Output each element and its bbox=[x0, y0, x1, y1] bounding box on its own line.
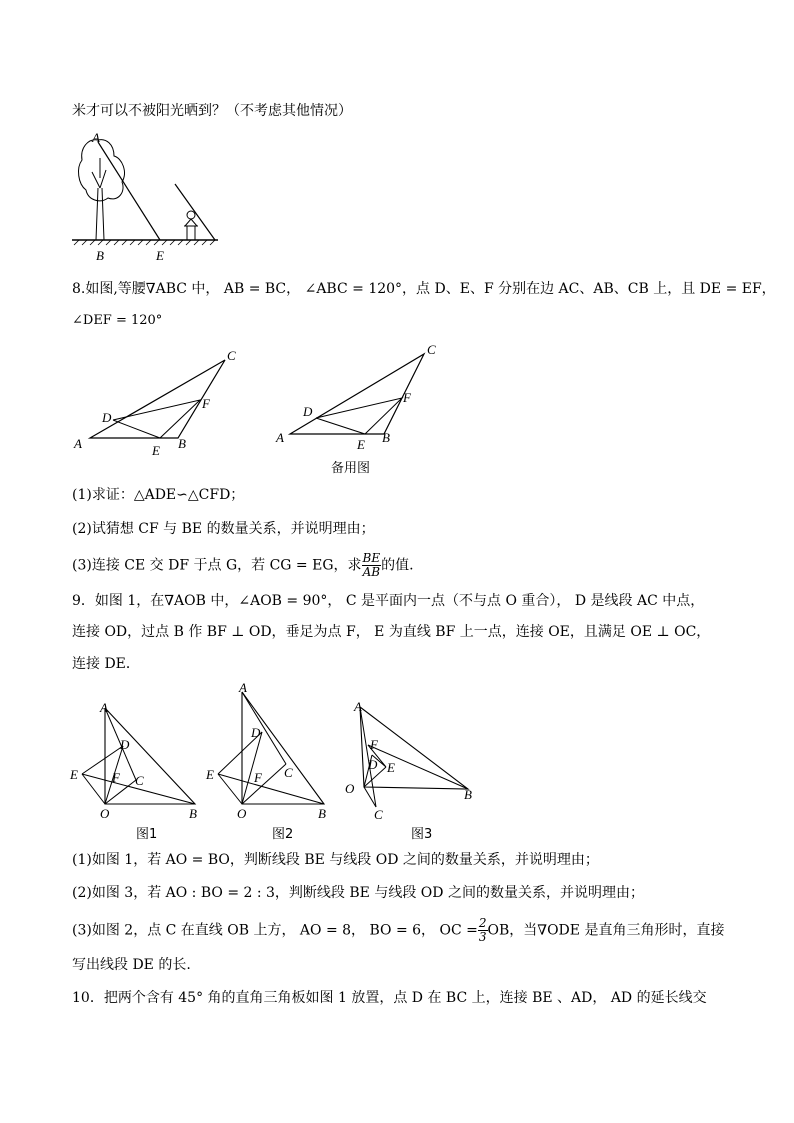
label-A: A bbox=[74, 436, 82, 451]
label-D: D bbox=[102, 410, 112, 425]
label-F: F bbox=[254, 770, 262, 785]
label-D: D bbox=[120, 737, 130, 752]
caption-figure-3: 图3 bbox=[411, 827, 433, 842]
q7-text-tail: 米才可以不被阳光晒到？（不考虑其他情况） bbox=[72, 103, 352, 119]
fraction-numerator: BE bbox=[362, 551, 381, 565]
segment-OE bbox=[218, 774, 242, 804]
tree-crown bbox=[79, 140, 125, 201]
q9-figure-1 bbox=[68, 698, 208, 823]
q9-sub3 bbox=[72, 917, 724, 944]
label-D: D bbox=[303, 404, 313, 419]
fraction-denominator: 3 bbox=[478, 930, 487, 944]
label-B: B bbox=[189, 806, 197, 821]
triangle-DEF bbox=[316, 398, 402, 434]
q9-sub3-post: OB，当∇ODE 是直角三角形时，直接 bbox=[487, 922, 725, 939]
segment-OC bbox=[242, 764, 286, 804]
label-O: O bbox=[345, 781, 355, 796]
person-head bbox=[187, 211, 195, 219]
q9-figure-3 bbox=[342, 697, 482, 823]
q9-sub2: (2)如图 3，若 AO : BO = 2 : 3，判断线段 BE 与线段 OD 之间的数量关系，并说明理由； bbox=[72, 885, 644, 901]
segment-OE bbox=[82, 774, 105, 804]
fraction-denominator: AB bbox=[362, 565, 381, 579]
label-B: B bbox=[178, 436, 186, 451]
label-C: C bbox=[227, 348, 236, 363]
q7-figure bbox=[70, 128, 220, 263]
q8-sub1: (1)求证：△ADE∽△CFD； bbox=[72, 487, 245, 503]
label-C: C bbox=[135, 773, 144, 788]
q8-sub3 bbox=[72, 552, 414, 579]
q8-sub3-pre: (3)连接 CE 交 DF 于点 G，若 CG = EG，求 bbox=[72, 557, 362, 574]
label-D: D bbox=[368, 757, 378, 772]
label-E: E bbox=[70, 767, 78, 782]
label-A: A bbox=[354, 699, 362, 714]
label-O: O bbox=[100, 806, 110, 821]
triangle-AOB bbox=[105, 708, 195, 804]
label-F: F bbox=[370, 737, 378, 752]
q9-sub1: (1)如图 1，若 AO = BO，判断线段 BE 与线段 OD 之间的数量关系，并说明理由； bbox=[72, 852, 599, 868]
label-F: F bbox=[403, 390, 411, 405]
label-C: C bbox=[427, 342, 436, 357]
label-C: C bbox=[284, 765, 293, 780]
label-B: B bbox=[464, 787, 472, 802]
q9-text-line2: 连接 OD，过点 B 作 BF ⊥ OD，垂足为点 F， E 为直线 BF 上一点，连接 OE，且满足 OE ⊥ OC， bbox=[72, 624, 711, 640]
q8-figure-backup bbox=[272, 338, 452, 458]
q8-text-line1: 8.如图,等腰∇ABC 中， AB = BC， ∠ABC = 120°，点 D、E、F 分别在边 AC、AB、CB 上，且 DE = EF， bbox=[72, 281, 776, 297]
label-C: C bbox=[374, 807, 383, 822]
caption-figure-1: 图1 bbox=[136, 827, 158, 842]
label-E: E bbox=[156, 248, 164, 263]
label-E: E bbox=[387, 760, 395, 775]
label-A: A bbox=[100, 700, 108, 715]
person-body bbox=[184, 219, 198, 240]
label-A: A bbox=[239, 680, 247, 695]
label-D: D bbox=[251, 725, 261, 740]
q10-text-line1: 10．把两个含有 45° 角的直角三角板如图 1 放置，点 D 在 BC 上，连接 BE 、AD， AD 的延长线交 bbox=[72, 990, 707, 1006]
segment-OD bbox=[242, 732, 262, 804]
q9-sub3-line2: 写出线段 DE 的长. bbox=[72, 957, 191, 973]
q9-sub3-pre: (3)如图 2，点 C 在直线 OB 上方， AO = 8， BO = 6， OC = bbox=[72, 922, 478, 939]
triangle-DEF bbox=[113, 400, 200, 438]
label-B: B bbox=[96, 248, 104, 263]
q8-sub3-fraction bbox=[362, 552, 382, 579]
label-O: O bbox=[237, 806, 247, 821]
caption-backup-figure: 备用图 bbox=[331, 461, 371, 476]
label-B: B bbox=[318, 806, 326, 821]
segment-OC bbox=[105, 780, 136, 804]
caption-figure-2: 图2 bbox=[272, 827, 294, 842]
q8-sub3-post: 的值. bbox=[381, 557, 414, 574]
label-F: F bbox=[112, 770, 120, 785]
label-E: E bbox=[152, 443, 160, 458]
q9-text-line1: 9．如图 1，在∇AOB 中，∠AOB = 90°， C 是平面内一点（不与点 O 重合）， D 是线段 AC 中点， bbox=[72, 593, 705, 609]
q9-sub3-fraction bbox=[478, 917, 488, 944]
q8-sub2: (2)试猜想 CF 与 BE 的数量关系，并说明理由； bbox=[72, 521, 375, 537]
label-F: F bbox=[202, 396, 210, 411]
segment-AC bbox=[242, 692, 286, 764]
tree-trunk bbox=[92, 158, 106, 240]
label-E: E bbox=[206, 767, 214, 782]
q8-text-line2: ∠DEF = 120° bbox=[72, 313, 163, 328]
fraction-numerator: 2 bbox=[478, 916, 487, 930]
label-E: E bbox=[357, 437, 365, 452]
q9-figure-2 bbox=[204, 680, 344, 823]
triangle-AOB bbox=[242, 692, 324, 804]
ray-line-AB bbox=[98, 142, 160, 240]
label-A: A bbox=[276, 430, 284, 445]
segment-BE bbox=[218, 774, 324, 804]
label-A: A bbox=[92, 130, 100, 145]
label-B: B bbox=[382, 430, 390, 445]
q8-figure-main bbox=[70, 342, 250, 462]
q9-text-line3: 连接 DE． bbox=[72, 656, 140, 672]
